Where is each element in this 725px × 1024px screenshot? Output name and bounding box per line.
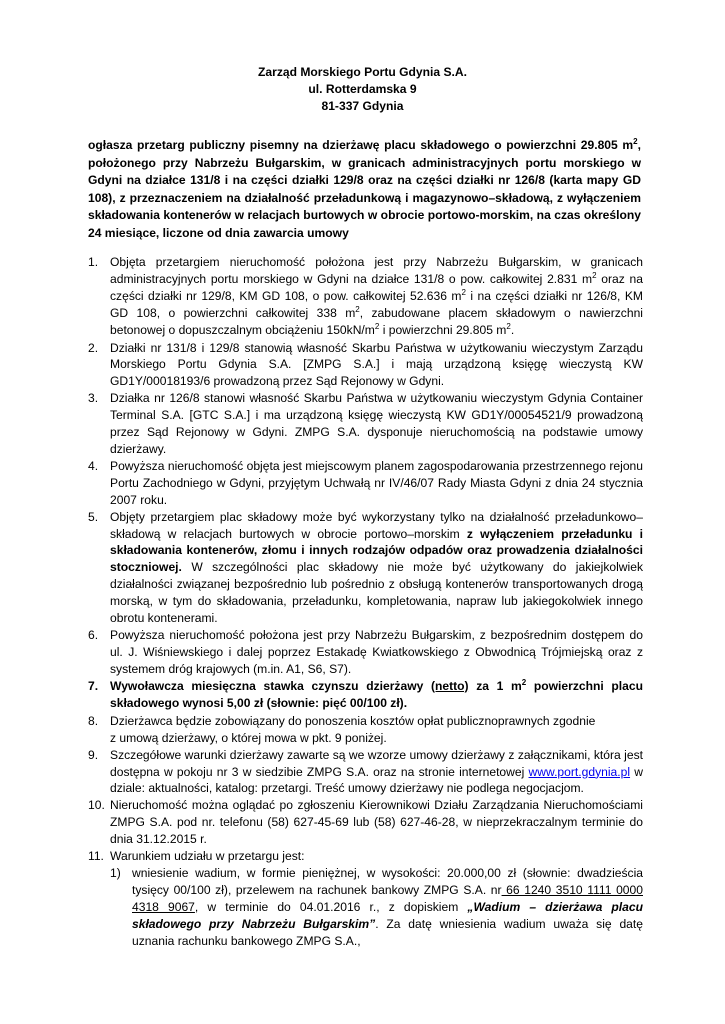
list-item: 1. Objęta przetargiem nieruchomość położona jest przy Nabrzeżu Bułgarskim, w granicach administracyjnych portu morskiego w Gdyni na działce 131/8 o pow. całkowitej 2.831 $m^2$ oraz na części działki nr 129/8, KM GD 108, o pow. całkowitej 52.636 $m^2$ i na części działki nr 126/8, KM GD 108, o powierzchni całkowitej 338 $m^2$, zabudowane placem składowym o nawierzchni betonowej o dopuszczalnym obciążeniu $150kN/m^2$ i powierzchni 29.805 $m^2$. <box>88 255 643 337</box>
item-number: 10. <box>88 798 105 813</box>
list-item: 11. Warunkiem udziału w przetargu jest: 1) wniesienie wadium, w formie pieniężnej, w wysokości: 20.000,00 zł (słownie: dwadzieścia tysięcy 00/100 zł), przelewem na rachunek bankowy ZMPG S.A. nr 66 1240 3510 1111 0000 4318 9067, w terminie do 04.01.2016 r., z dopiskiem „Wadium – dzierżawa placu składowego przy Nabrzeżu Bułgarskim”. Za datę wniesienia wadium uważa się datę uznania rachunku bankowego ZMPG S.A., <box>88 849 643 948</box>
sub-item: 1) wniesienie wadium, w formie pieniężnej, w wysokości: 20.000,00 zł (słownie: dwadzieścia tysięcy 00/100 zł), przelewem na rachunek bankowy ZMPG S.A. nr 66 1240 3510 1111 0000 4318 9067, w terminie do 04.01.2016 r., z dopiskiem „Wadium – dzierżawa placu składowego przy Nabrzeżu Bułgarskim”. Za datę wniesienia wadium uważa się datę uznania rachunku bankowego ZMPG S.A., <box>110 866 643 948</box>
conditions-list <box>88 254 643 950</box>
list-item: 2. Działki nr 131/8 i 129/8 stanowią własność Skarbu Państwa w użytkowaniu wieczystym Zarządu Morskiego Portu Gdynia S.A. [ZMPG S.A.] i mają urządzoną księgę wieczystą KW GD1Y/00018193/6 prowadzoną przez Sąd Rejonowy w Gdyni. <box>88 340 643 389</box>
item-number: 5. <box>88 509 99 524</box>
list-item: 9. Szczegółowe warunki dzierżawy zawarte są we wzorze umowy dzierżawy z załącznikami, która jest dostępna w pokoju nr 3 w siedzibie ZMPG S.A. oraz na stronie internetowej www.port.gdynia.pl w dziale: aktualności, katalog: przetargi. Treść umowy dzierżawy nie podlega negocjacjom. <box>88 747 643 796</box>
list-item: 4. Powyższa nieruchomość objęta jest miejscowym planem zagospodarowania przestrzennego rejonu Portu Zachodniego w Gdyni, przyjętym Uchwałą nr IV/46/07 Rady Miasta Gdyni z dnia 24 stycznia 2007 roku. <box>88 458 643 507</box>
list-item: 7. Wywoławcza miesięczna stawka czynszu dzierżawy (netto) za 1 $m^2$ powierzchni placu składowego wynosi 5,00 zł (słownie: pięć 00/100 zł). <box>88 677 643 711</box>
announcement-intro: ogłasza przetarg publiczny pisemny na dzierżawę placu składowego o powierzchni 29.805 $m^2$, położonego przy Nabrzeżu Bułgarskim, w granicach administracyjnych portu morskiego w Gdyni na działce 131/8 i na części działki 129/8 oraz na części działki nr 126/8 (karta mapy GD 108), z przeznaczeniem na działalność przeładunkową i magazynowo–składową, z wyłączeniem składowania kontenerów w relacjach burtowych w obrocie portowo-morskim, na czas określony 24 miesiące, liczone od dnia zawarcia umowy <box>88 136 641 240</box>
list-item: 3. Działka nr 126/8 stanowi własność Skarbu Państwa w użytkowaniu wieczystym Gdynia Container Terminal S.A. [GTC S.A.] i ma urządzoną księgę wieczystą KW GD1Y/00054521/9 prowadzoną przez Sąd Rejonowy w Gdyni. ZMPG S.A. dysponuje nieruchomością na podstawie umowy dzierżawy. <box>88 391 643 456</box>
item-number: 3. <box>88 391 99 406</box>
item-number: 11. <box>88 849 104 864</box>
bank-account-number: 66 1240 3510 1111 0000 4318 9067 <box>132 882 643 914</box>
company-name: Zarząd Morskiego Portu Gdynia S.A. <box>258 65 467 79</box>
item-number: 9. <box>88 747 99 762</box>
item-number: 4. <box>88 458 99 473</box>
item-number: 6. <box>88 627 99 642</box>
list-item: 8. Dzierżawca będzie zobowiązany do ponoszenia kosztów opłat publicznoprawnych zgodnie z umową dzierżawy, o której mowa w pkt. 9 poniżej. <box>88 713 596 745</box>
item-number: 8. <box>88 713 99 728</box>
item-number: 7. <box>88 678 99 693</box>
list-item: 10. Nieruchomość można oglądać po zgłoszeniu Kierownikowi Działu Zarządzania Nieruchomościami ZMPG S.A. pod nr. telefonu (58) 627-45-69 lub (58) 627-46-28, w nieprzekraczalnym terminie do dnia 31.12.2015 r. <box>88 798 643 847</box>
list-item: 5. Objęty przetargiem plac składowy może być wykorzystany tylko na działalność przeładunkowo–składową w relacjach burtowych w obrocie portowo–morskim z wyłączeniem przeładunku i składowania kontenerów, złomu i innych rodzajów odpadów oraz prowadzenia działalności stoczniowej. W szczególności plac składowy nie może być użytkowany do jakiejkolwiek działalności związanej bezpośrednio lub pośrednio z obsługą kontenerów transportowanych drogą morską, w tym do składowania, przeładunku, kompletowania, napraw lub jakiegokolwiek innego obrotu kontenerami. <box>88 509 643 626</box>
company-street: ul. Rotterdamska 9 <box>308 82 417 96</box>
list-item: 6. Powyższa nieruchomość położona jest przy Nabrzeżu Bułgarskim, z bezpośrednim dostępem do ul. J. Wiśniewskiego i dalej poprzez Estakadę Kwiatkowskiego z Obwodnicą Trójmiejską oraz z systemem dróg krajowych (m.in. A1, S6, S7). <box>88 627 643 676</box>
sub-item-number: 1) <box>110 866 121 880</box>
item-number: 2. <box>88 340 99 355</box>
item-number: 1. <box>88 255 99 269</box>
website-link[interactable]: www.port.gdynia.pl <box>528 764 631 779</box>
company-city: 81-337 Gdynia <box>321 99 404 113</box>
